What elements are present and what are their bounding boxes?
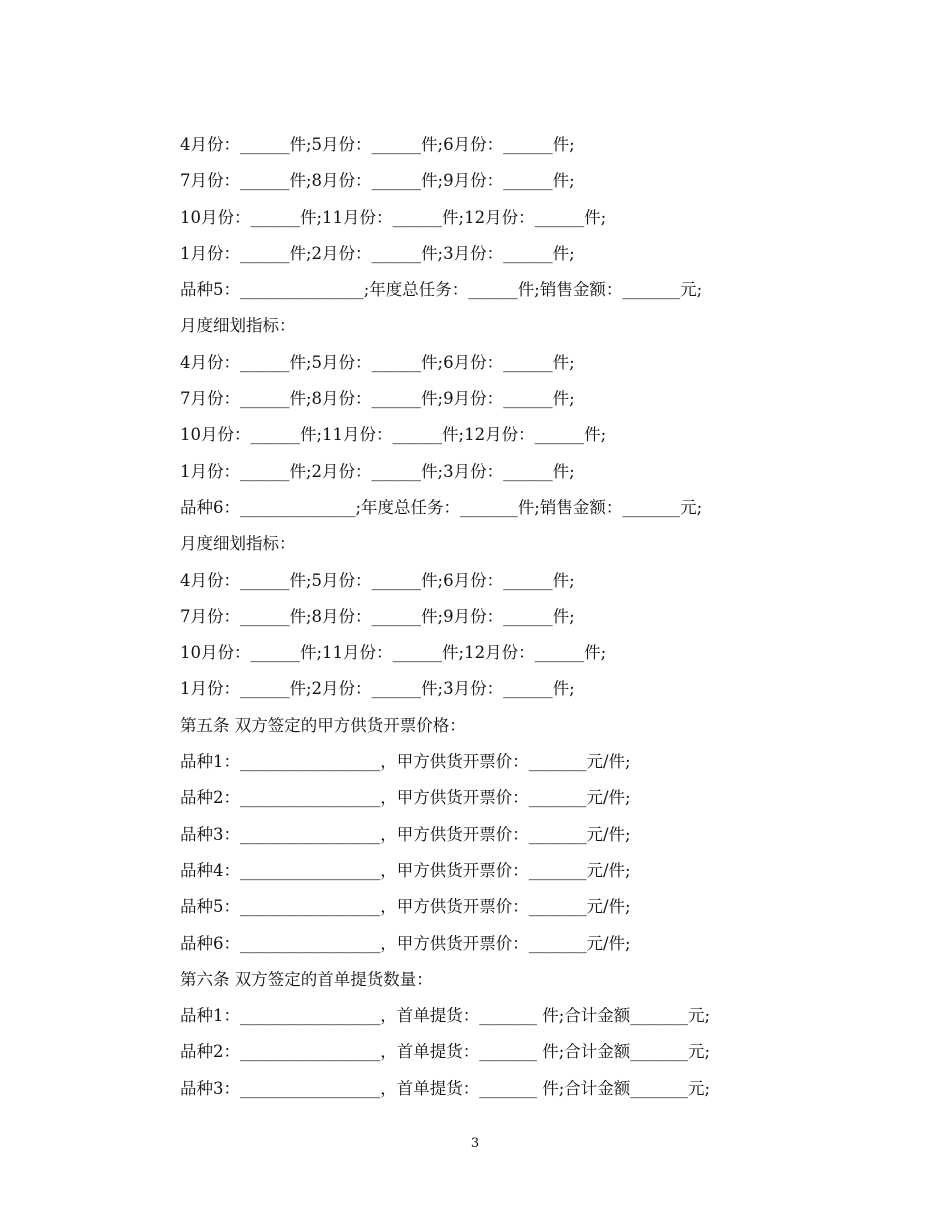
text-line: 10月份：______件;11月份：______件;12月份：______件; [180, 425, 607, 445]
text-line: 月度细划指标： [180, 316, 296, 336]
section-heading: 第五条 双方签定的甲方供货开票价格： [180, 715, 466, 735]
text-line: 1月份：______件;2月份：______件;3月份：______件; [180, 461, 575, 481]
text-line: 1月份：______件;2月份：______件;3月份：______件; [180, 243, 575, 263]
text-line: 10月份：______件;11月份：______件;12月份：______件; [180, 207, 607, 227]
text-line: 7月份：______件;8月份：______件;9月份：______件; [180, 171, 575, 191]
text-line: 品种5：_________________，甲方供货开票价：_______元/件; [180, 897, 631, 917]
page-number: 3 [470, 1136, 480, 1151]
text-line: 品种1：_________________，甲方供货开票价：_______元/件; [180, 752, 631, 772]
text-line: 品种6：_________________，甲方供货开票价：_______元/件; [180, 933, 631, 953]
text-line: 品种6：______________;年度总任务：_______件;销售金额：_______元; [180, 497, 703, 517]
text-line: 品种2：_________________，首单提货：_______ 件;合计金额_______元; [180, 1042, 711, 1062]
section-heading: 第六条 双方签定的首单提货数量： [180, 969, 433, 989]
text-line: 4月份：______件;5月份：______件;6月份：______件; [180, 352, 575, 372]
text-line: 品种1：_________________，首单提货：_______ 件;合计金额_______元; [180, 1006, 711, 1026]
text-line: 4月份：______件;5月份：______件;6月份：______件; [180, 135, 575, 154]
text-line: 7月份：______件;8月份：______件;9月份：______件; [180, 606, 575, 626]
text-line: 品种2：_________________，甲方供货开票价：_______元/件; [180, 788, 631, 808]
text-line: 品种3：_________________，甲方供货开票价：_______元/件; [180, 824, 631, 844]
text-line: 10月份：______件;11月份：______件;12月份：______件; [180, 643, 607, 663]
text-line: 品种3：_________________，首单提货：_______ 件;合计金额_______元; [180, 1078, 711, 1098]
text-line: 1月份：______件;2月份：______件;3月份：______件; [180, 679, 575, 699]
text-line: 月度细划指标： [180, 534, 296, 554]
text-line: 4月份：______件;5月份：______件;6月份：______件; [180, 570, 575, 590]
text-line: 品种4：_________________，甲方供货开票价：_______元/件; [180, 860, 631, 880]
text-line: 7月份：______件;8月份：______件;9月份：______件; [180, 389, 575, 409]
document-body [180, 127, 820, 1107]
text-line: 品种5：_______________;年度总任务：______件;销售金额：_______元; [180, 280, 703, 300]
